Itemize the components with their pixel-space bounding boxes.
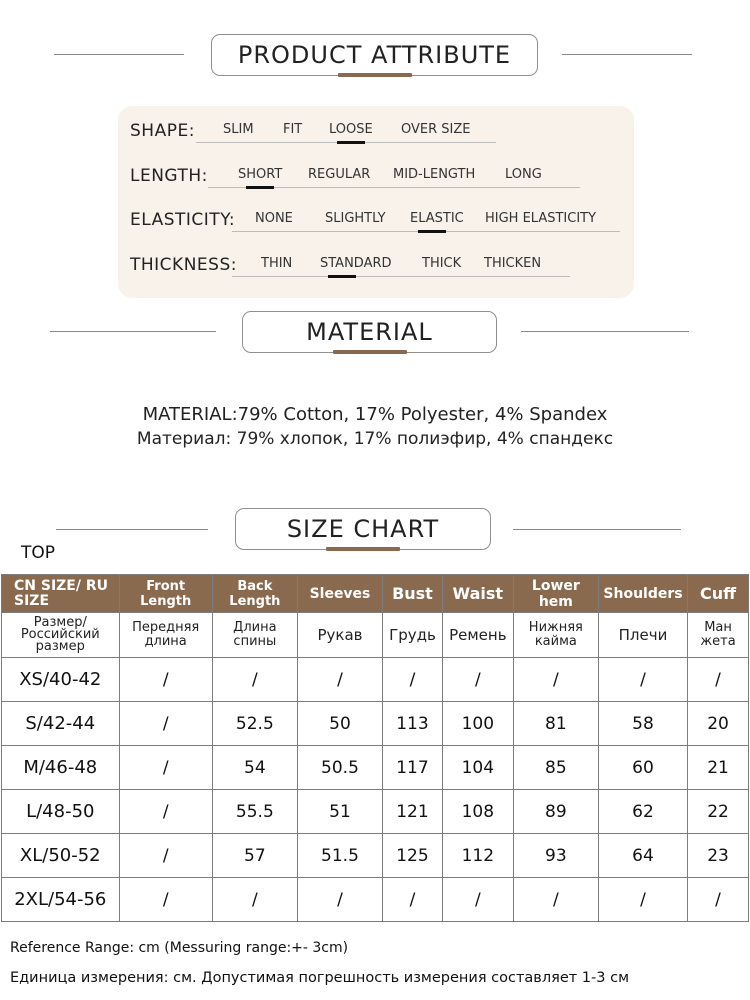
attribute-option: OVER SIZE xyxy=(401,122,471,137)
header-row-ru xyxy=(2,613,749,658)
measurement-cell: 21 xyxy=(688,746,749,790)
measurement-cell: 121 xyxy=(383,790,443,834)
measurement-cell: / xyxy=(119,702,212,746)
column-header: Cuff xyxy=(688,575,749,613)
material-title-text: MATERIAL xyxy=(306,318,433,346)
attribute-option: THICKEN xyxy=(484,256,542,271)
title-underbar xyxy=(338,73,412,77)
size-cell: 2XL/54-56 xyxy=(2,878,120,922)
column-header-ru: Размер/ Российский размер xyxy=(2,613,120,658)
attribute-option: SHORT xyxy=(238,167,283,182)
measurement-cell: 104 xyxy=(442,746,513,790)
divider-right xyxy=(521,331,689,332)
column-header-ru: Ремень xyxy=(442,613,513,658)
attribute-option: STANDARD xyxy=(320,256,392,271)
measurement-cell: / xyxy=(442,878,513,922)
measurement-cell: 89 xyxy=(513,790,598,834)
table-row xyxy=(2,746,749,790)
measurement-cell: / xyxy=(297,878,382,922)
divider-left xyxy=(50,331,216,332)
attribute-row xyxy=(118,250,634,280)
attribute-label: THICKNESS: xyxy=(130,255,237,275)
reference-note-ru: Единица измерения: см. Допустимая погрешность измерения составляет 1-3 см xyxy=(10,970,630,986)
material-title xyxy=(242,311,497,353)
divider-right xyxy=(562,54,692,55)
measurement-cell: 57 xyxy=(212,834,297,878)
attribute-option: HIGH ELASTICITY xyxy=(485,211,597,226)
measurement-cell: 62 xyxy=(598,790,687,834)
measurement-cell: 50.5 xyxy=(297,746,382,790)
attribute-label: LENGTH: xyxy=(130,166,208,186)
column-header-ru: Длина спины xyxy=(212,613,297,658)
measurement-cell: 100 xyxy=(442,702,513,746)
material-line-en: MATERIAL:79% Cotton, 17% Polyester, 4% Spandex xyxy=(142,404,608,425)
measurement-cell: 52.5 xyxy=(212,702,297,746)
selected-marker xyxy=(418,230,446,233)
measurement-cell: 20 xyxy=(688,702,749,746)
selected-marker xyxy=(328,275,356,278)
measurement-cell: / xyxy=(688,878,749,922)
column-header-ru: Нижняя кайма xyxy=(513,613,598,658)
attribute-row xyxy=(118,161,634,191)
product-attribute-title xyxy=(211,34,538,76)
measurement-cell: / xyxy=(119,658,212,702)
measurement-cell: / xyxy=(598,878,687,922)
measurement-cell: 108 xyxy=(442,790,513,834)
attribute-option: THICK xyxy=(422,256,462,271)
measurement-cell: 85 xyxy=(513,746,598,790)
column-header-ru: Рукав xyxy=(297,613,382,658)
measurement-cell: 60 xyxy=(598,746,687,790)
measurement-cell: / xyxy=(688,658,749,702)
table-row xyxy=(2,658,749,702)
measurement-cell: 22 xyxy=(688,790,749,834)
measurement-cell: 117 xyxy=(383,746,443,790)
measurement-cell: 50 xyxy=(297,702,382,746)
size-cell: XL/50-52 xyxy=(2,834,120,878)
table-row xyxy=(2,834,749,878)
header-row-en xyxy=(2,575,749,613)
measurement-cell: / xyxy=(212,658,297,702)
attribute-row xyxy=(118,116,634,146)
measurement-cell: / xyxy=(119,790,212,834)
column-header-ru: Плечи xyxy=(598,613,687,658)
size-cell: S/42-44 xyxy=(2,702,120,746)
column-header: CN SIZE/ RU SIZE xyxy=(2,575,120,613)
column-header: Waist xyxy=(442,575,513,613)
size-chart-title xyxy=(235,508,491,550)
measurement-cell: / xyxy=(442,658,513,702)
selected-marker xyxy=(246,186,274,189)
column-header-ru: Передняя длина xyxy=(119,613,212,658)
measurement-cell: / xyxy=(119,834,212,878)
measurement-cell: 125 xyxy=(383,834,443,878)
title-underbar xyxy=(333,350,407,354)
attribute-option: ELASTIC xyxy=(410,211,464,226)
measurement-cell: / xyxy=(297,658,382,702)
column-header: Back Length xyxy=(212,575,297,613)
attribute-option: SLIGHTLY xyxy=(325,211,386,226)
measurement-cell: 93 xyxy=(513,834,598,878)
column-header-ru: Ман жета xyxy=(688,613,749,658)
measurement-cell: / xyxy=(383,658,443,702)
attribute-option: MID-LENGTH xyxy=(393,167,476,182)
measurement-cell: / xyxy=(513,658,598,702)
measurement-cell: 23 xyxy=(688,834,749,878)
column-header: Shoulders xyxy=(598,575,687,613)
size-cell: M/46-48 xyxy=(2,746,120,790)
divider-left xyxy=(56,529,208,530)
measurement-cell: 54 xyxy=(212,746,297,790)
attribute-row xyxy=(118,205,634,235)
column-header: Sleeves xyxy=(297,575,382,613)
measurement-cell: / xyxy=(212,878,297,922)
title-underbar xyxy=(326,547,400,551)
divider-right xyxy=(513,529,681,530)
measurement-cell: 55.5 xyxy=(212,790,297,834)
attribute-option: LOOSE xyxy=(329,122,373,137)
size-table xyxy=(1,574,749,922)
measurement-cell: / xyxy=(119,746,212,790)
column-header: Bust xyxy=(383,575,443,613)
divider-left xyxy=(54,54,184,55)
attribute-underline xyxy=(232,276,570,277)
attribute-panel xyxy=(118,106,634,298)
column-header: Front Length xyxy=(119,575,212,613)
measurement-cell: 64 xyxy=(598,834,687,878)
table-row xyxy=(2,878,749,922)
attribute-option: FIT xyxy=(283,122,303,137)
column-header: Lower hem xyxy=(513,575,598,613)
size-chart-title-text: SIZE CHART xyxy=(286,515,440,543)
size-cell: XS/40-42 xyxy=(2,658,120,702)
measurement-cell: 81 xyxy=(513,702,598,746)
measurement-cell: 113 xyxy=(383,702,443,746)
size-chart-subtitle: TOP xyxy=(21,543,56,563)
size-cell: L/48-50 xyxy=(2,790,120,834)
attribute-option: REGULAR xyxy=(308,167,371,182)
selected-marker xyxy=(337,141,365,144)
measurement-cell: 58 xyxy=(598,702,687,746)
attribute-option: SLIM xyxy=(223,122,254,137)
measurement-cell: / xyxy=(513,878,598,922)
measurement-cell: 112 xyxy=(442,834,513,878)
measurement-cell: 51 xyxy=(297,790,382,834)
measurement-cell: 51.5 xyxy=(297,834,382,878)
attribute-label: SHAPE: xyxy=(130,121,195,141)
column-header-ru: Грудь xyxy=(383,613,443,658)
table-row xyxy=(2,790,749,834)
attribute-option: NONE xyxy=(255,211,293,226)
reference-note-en: Reference Range: cm (Messuring range:+- 3cm) xyxy=(10,940,349,956)
measurement-cell: / xyxy=(119,878,212,922)
table-row xyxy=(2,702,749,746)
product-attribute-title-text: PRODUCT ATTRIBUTE xyxy=(237,41,512,69)
material-line-ru: Материал: 79% хлопок, 17% полиэфир, 4% спандекс xyxy=(136,429,614,449)
attribute-option: THIN xyxy=(261,256,293,271)
attribute-option: LONG xyxy=(505,167,542,182)
attribute-label: ELASTICITY: xyxy=(130,210,236,230)
measurement-cell: / xyxy=(598,658,687,702)
measurement-cell: / xyxy=(383,878,443,922)
